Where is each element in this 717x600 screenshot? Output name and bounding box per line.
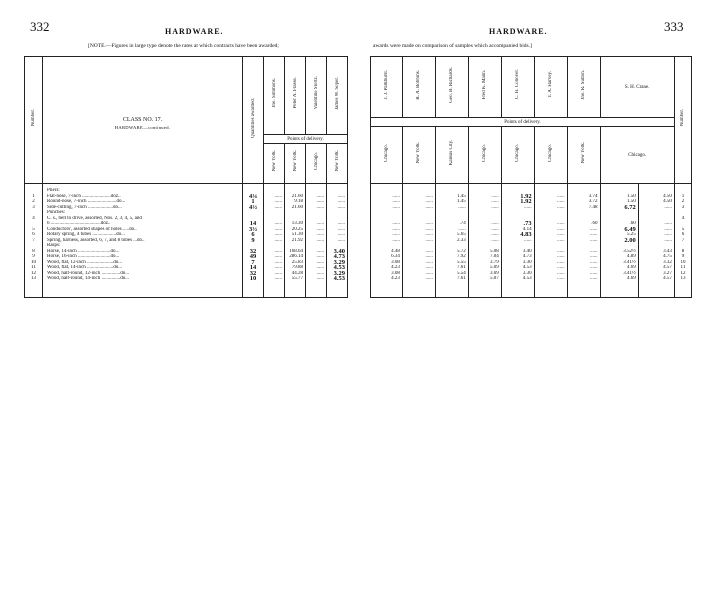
table-cell: Flat-nose, 7-inch .......................doz.. <box>47 193 121 199</box>
table-cell: ...... <box>590 265 598 270</box>
table-cell: 3.29 <box>333 259 345 265</box>
table-cell: 4 <box>32 215 35 221</box>
table-cell: 6 <box>681 232 685 237</box>
table-cell: ...... <box>664 226 672 232</box>
table-cell: ...... <box>557 259 565 265</box>
table-cell: 10 <box>31 259 36 265</box>
item-numbers-column <box>25 184 43 298</box>
table-cell: 6 ........................................doz.. <box>47 221 111 226</box>
table-cell: 1.45 <box>457 193 466 199</box>
table-cell: 5.25 <box>627 232 636 237</box>
right-page-number: 333 <box>664 19 684 34</box>
table-cell: 3.41½ <box>623 259 636 265</box>
right-bid-table <box>370 56 692 298</box>
table-cell: 5.55 <box>457 259 466 265</box>
table-cell: ...... <box>274 221 282 226</box>
quantities-header-cell: Quantities awarded. <box>243 57 264 184</box>
table-cell: ...... <box>590 276 598 281</box>
table-cell: 168.64 <box>289 248 303 254</box>
table-cell: ...... <box>590 226 598 232</box>
bid-column-crane-b <box>638 184 674 298</box>
table-cell: ...... <box>316 226 324 232</box>
table-cell: ...... <box>425 232 433 237</box>
table-cell: ...... <box>491 193 499 199</box>
table-cell: ...... <box>491 232 499 237</box>
table-cell: 55.77 <box>291 276 303 281</box>
table-cell: 4.83 <box>520 232 532 238</box>
table-cell: ...... <box>557 265 565 270</box>
table-cell: .60 <box>591 221 598 226</box>
table-cell: 1.45 <box>457 199 466 204</box>
bidder-header: James W. Soper. <box>327 57 348 135</box>
table-cell: ...... <box>274 270 282 276</box>
table-cell: 4.57 <box>663 276 672 281</box>
table-cell: ...... <box>590 259 598 265</box>
table-cell: Conductors', assorted shapes of holes .....do.. <box>47 226 137 232</box>
table-cell: 21.60 <box>291 204 303 210</box>
table-cell: Punches: <box>47 210 66 215</box>
table-cell: Wood, half-round, 14-inch ...............do... <box>47 276 129 281</box>
table-cell: ...... <box>664 221 672 226</box>
table-cell: ...... <box>491 237 499 243</box>
table-cell: ...... <box>316 276 324 281</box>
table-cell: 32 <box>249 270 257 276</box>
table-cell: ...... <box>557 232 565 237</box>
table-cell: 11 <box>680 265 686 270</box>
table-cell: 3.29 <box>333 270 345 276</box>
table-cell: ...... <box>316 221 324 226</box>
table-cell: ...... <box>524 204 532 210</box>
table-cell: ...... <box>316 204 324 210</box>
table-cell: 6.34 <box>391 254 400 259</box>
table-cell: 12 <box>680 270 686 276</box>
table-cell: 3.30 <box>522 259 532 265</box>
table-cell: 3 <box>32 204 35 210</box>
table-cell: ...... <box>664 232 672 237</box>
bid-column-stortz <box>306 184 327 298</box>
bidder-header: J. J. Parkhurst. <box>371 57 403 118</box>
quantities-column <box>243 184 264 298</box>
bid-column-harvey <box>534 184 567 298</box>
bidder-header: Fred K. Mann. <box>468 57 501 118</box>
table-cell: ...... <box>392 199 400 204</box>
table-cell: 3.30 <box>522 270 532 276</box>
right-running-head: HARDWARE. <box>489 27 548 36</box>
item-numbers-column <box>674 184 691 298</box>
table-cell: 4.69 <box>627 265 636 270</box>
table-cell: ...... <box>491 226 499 232</box>
table-cell: ...... <box>491 221 499 226</box>
bidder-header: Jno. Simmons. <box>264 57 285 135</box>
table-cell: ...... <box>425 199 433 204</box>
bidder-header: Geo. B. Richards. <box>435 57 468 118</box>
bid-column-mann <box>468 184 501 298</box>
table-cell: ...... <box>337 204 345 210</box>
table-cell: 5.54 <box>457 270 466 276</box>
item-descriptions-column <box>43 184 243 298</box>
class-header-cell <box>43 57 243 184</box>
table-cell: 5.72 <box>457 248 466 254</box>
delivery-point: New York. <box>567 127 600 184</box>
table-cell: 1.50 <box>627 193 636 199</box>
left-running-head: HARDWARE. <box>165 27 224 36</box>
table-cell: 9 <box>32 254 35 259</box>
right-note: awards were made on comparison of samples which accompanied bids.] <box>373 43 532 49</box>
delivery-point: New York. <box>402 127 435 184</box>
table-cell: 3.41½ <box>623 270 636 276</box>
table-cell: ...... <box>316 199 324 204</box>
points-of-delivery-header: Points of delivery. <box>264 135 348 144</box>
table-cell: 12 <box>31 270 36 276</box>
table-cell: ...... <box>316 237 324 243</box>
bid-column-soper <box>327 184 348 298</box>
table-cell: ...... <box>425 204 433 210</box>
bid-column-frasse <box>285 184 306 298</box>
table-cell: 3.52½ <box>623 248 636 254</box>
table-cell: 2.00 <box>624 237 636 243</box>
table-cell: ...... <box>337 199 345 204</box>
table-cell: 7.04 <box>489 254 499 259</box>
table-cell: 51.30 <box>291 232 303 237</box>
delivery-point: Chicago. <box>468 127 501 184</box>
table-cell: 3.69 <box>489 270 499 276</box>
table-cell: ...... <box>590 248 598 254</box>
table-cell: 8 <box>681 248 685 254</box>
table-cell: 8 <box>32 248 35 254</box>
table-cell: 3.40 <box>333 248 345 254</box>
table-cell: ...... <box>425 226 433 232</box>
table-cell: 6.72 <box>624 204 636 210</box>
number-header-cell: Number. <box>25 57 43 184</box>
left-bid-table <box>24 56 348 298</box>
table-cell: ...... <box>557 270 565 276</box>
table-cell: ...... <box>274 193 282 199</box>
table-cell: ...... <box>590 237 598 243</box>
table-cell: ...... <box>590 270 598 276</box>
table-cell: ...... <box>458 226 466 232</box>
table-cell: 14 <box>249 265 257 271</box>
table-cell: Pliers: <box>47 188 60 193</box>
left-page-number: 332 <box>30 19 50 34</box>
table-cell: 6.49 <box>624 226 636 232</box>
table-cell: Side-cutting, 7-inch ....................do... <box>47 204 122 210</box>
table-cell: ...... <box>274 204 282 210</box>
table-cell: ...... <box>425 248 433 254</box>
table-cell: 3.27 <box>663 270 672 276</box>
table-cell: 7 <box>681 237 685 243</box>
table-cell: ...... <box>274 226 282 232</box>
table-cell: 4.75 <box>663 254 672 259</box>
table-cell: 25.83 <box>291 259 303 265</box>
table-cell: ...... <box>425 259 433 265</box>
table-cell: 5.09 <box>489 265 499 270</box>
points-of-delivery-header: Points of delivery. <box>371 118 675 127</box>
table-cell: 9 <box>681 254 685 259</box>
table-cell: 3.40 <box>522 248 532 254</box>
table-cell: ...... <box>392 237 400 243</box>
table-cell: 9.18 <box>294 199 303 204</box>
delivery-point: New York. <box>285 144 306 184</box>
table-cell: 13 <box>680 276 686 281</box>
table-cell: 21.60 <box>291 193 303 199</box>
table-cell: ...... <box>274 199 282 204</box>
table-cell: 9 <box>251 237 255 243</box>
table-cell: ...... <box>316 259 324 265</box>
class-subtitle: HARDWARE—continued. <box>114 125 171 130</box>
table-cell: 4.48 <box>391 248 400 254</box>
table-cell: ...... <box>316 193 324 199</box>
table-cell: ...... <box>337 221 345 226</box>
delivery-point: New York. <box>327 144 348 184</box>
table-cell: ...... <box>425 276 433 281</box>
table-cell: 13 <box>31 276 36 281</box>
table-cell: C. s., belt to drive, assorted, Nos. 2, 3, 4, 5, and <box>47 215 142 221</box>
table-cell: ...... <box>664 237 672 243</box>
delivery-point-crane: Chicago. <box>600 127 674 184</box>
table-cell: 7.92 <box>457 254 466 259</box>
table-cell: 2 <box>681 199 685 204</box>
table-cell: 44.28 <box>291 270 303 276</box>
table-cell: ...... <box>425 221 433 226</box>
table-cell: ...... <box>316 265 324 270</box>
bid-column-conover <box>501 184 534 298</box>
number-header-cell: Number. <box>674 57 691 184</box>
table-cell: ...... <box>557 204 565 210</box>
delivery-point: Chicago. <box>501 127 534 184</box>
table-cell: ...... <box>491 204 499 210</box>
table-cell: Rotary spring, 4 tubes ...................do... <box>47 232 125 237</box>
bid-column-parkhurst <box>371 184 403 298</box>
table-cell: 2 <box>32 199 35 204</box>
table-cell: ...... <box>274 248 282 254</box>
bid-column-crane-a <box>600 184 638 298</box>
table-cell: Round-nose, 7-inch .......................do... <box>47 199 126 204</box>
table-cell: ...... <box>337 237 345 243</box>
table-cell: 3.72 <box>588 199 598 204</box>
table-cell: 7 <box>32 237 35 243</box>
table-cell: 10 <box>249 276 257 282</box>
table-cell: 3.74 <box>588 193 598 199</box>
table-cell: 4.73 <box>522 254 532 259</box>
table-cell: 1.92 <box>520 193 532 199</box>
table-cell: 7 <box>251 259 255 265</box>
table-cell: 11 <box>31 265 36 270</box>
table-cell: 3.79 <box>489 259 499 265</box>
table-cell: ...... <box>392 226 400 232</box>
table-cell: 7.61 <box>457 265 466 270</box>
table-cell: .73 <box>523 221 532 227</box>
table-cell: ...... <box>524 237 532 243</box>
delivery-point: Chicago. <box>306 144 327 184</box>
bidder-header: Peter A. Frasse. <box>285 57 306 135</box>
table-cell: ...... <box>392 232 400 237</box>
table-cell: 1 <box>32 193 35 199</box>
bid-column-sutton <box>567 184 600 298</box>
table-cell: ...... <box>274 254 282 259</box>
table-cell: ...... <box>557 193 565 199</box>
table-cell: ...... <box>557 248 565 254</box>
bid-column-simmons <box>264 184 285 298</box>
left-note: [NOTE.—Figures in large type denote the rates at which contracts have been awarded; <box>88 43 279 49</box>
table-cell: Horse, 16-inch ..........................do... <box>47 254 120 259</box>
table-cell: ...... <box>392 204 400 210</box>
table-cell: Horse, 14-inch ..........................do... <box>47 248 120 254</box>
table-cell: 3½ <box>248 226 258 232</box>
table-cell: 4.53 <box>522 265 532 270</box>
table-cell: ...... <box>274 265 282 270</box>
table-cell: 4.53 <box>333 265 345 271</box>
table-cell: ...... <box>274 232 282 237</box>
table-cell: ...... <box>557 254 565 259</box>
table-cell: Wood, flat, 14-inch .....................do... <box>47 265 123 270</box>
delivery-point: New York. <box>264 144 285 184</box>
table-cell: 14 <box>249 221 257 227</box>
table-cell: ...... <box>491 199 499 204</box>
table-cell: ...... <box>316 254 324 259</box>
table-cell: ...... <box>557 237 565 243</box>
table-cell: 4½ <box>248 204 258 210</box>
table-cell: Wood, flat, 12-inch .....................do... <box>47 259 123 265</box>
table-cell: 5.08 <box>489 248 499 254</box>
table-cell: ...... <box>557 276 565 281</box>
table-cell: 4.57 <box>663 265 672 270</box>
table-cell: ...... <box>557 226 565 232</box>
table-cell: 13.30 <box>291 221 303 226</box>
bidder-header: R. A. Robbins. <box>402 57 435 118</box>
table-cell: ...... <box>425 265 433 270</box>
table-cell: 5.07 <box>489 276 499 281</box>
table-cell: 4.50 <box>663 193 672 199</box>
bidder-header: C. H. Conover. <box>501 57 534 118</box>
table-cell: 4.89 <box>627 254 636 259</box>
table-cell: ...... <box>274 259 282 265</box>
table-cell: 79.88 <box>291 265 303 270</box>
table-cell: ...... <box>316 248 324 254</box>
bidder-header: Jno. R. Sutton. <box>567 57 600 118</box>
delivery-point: Kansas City. <box>435 127 468 184</box>
bid-column-richards <box>435 184 468 298</box>
table-cell: 3.43 <box>663 248 672 254</box>
table-cell: 4.14 <box>522 226 532 232</box>
class-title: CLASS NO. 17. <box>122 117 163 123</box>
table-cell: ...... <box>425 237 433 243</box>
table-cell: Rasps: <box>47 243 61 248</box>
table-cell: ...... <box>316 232 324 237</box>
table-cell: 1 <box>681 193 685 199</box>
table-cell: ...... <box>274 237 282 243</box>
table-cell: 20.25 <box>291 226 303 232</box>
table-cell: ...... <box>337 232 345 237</box>
table-cell: 4.73 <box>333 254 345 260</box>
table-cell: ...... <box>590 232 598 237</box>
table-cell: ...... <box>274 276 282 281</box>
table-cell: 1 <box>251 199 255 205</box>
table-cell: 3.08 <box>391 259 400 265</box>
table-cell: 1.50 <box>627 199 636 204</box>
table-cell: ...... <box>316 270 324 276</box>
table-cell: 7.48 <box>588 204 598 210</box>
table-cell: 4.53 <box>522 276 532 281</box>
bidder-header: Valentine Stortz. <box>306 57 327 135</box>
table-cell: ...... <box>392 193 400 199</box>
table-cell: 5.65 <box>457 232 466 237</box>
delivery-point: Chicago. <box>371 127 403 184</box>
table-cell: 21.92 <box>291 237 303 243</box>
table-cell: ...... <box>557 221 565 226</box>
table-cell: 5 <box>681 226 685 232</box>
table-cell: .60 <box>629 221 636 226</box>
table-cell: 32 <box>249 248 257 254</box>
table-cell: 2.33 <box>457 237 466 243</box>
table-cell: 3.08 <box>391 270 400 276</box>
delivery-point: Chicago. <box>534 127 567 184</box>
table-cell: 10 <box>680 259 686 265</box>
table-cell: Wood, half-round, 12-inch ...............do... <box>47 270 129 276</box>
table-cell: 4 <box>681 215 685 221</box>
table-cell: 4.50 <box>663 199 672 204</box>
table-cell: 7.61 <box>457 276 466 281</box>
table-cell: ...... <box>557 199 565 204</box>
table-cell: 5 <box>32 226 35 232</box>
table-cell: ...... <box>664 204 672 210</box>
table-cell: 49 <box>249 254 257 260</box>
table-cell: ...... <box>458 204 466 210</box>
table-cell: ...... <box>590 254 598 259</box>
bidder-header-crane: S. H. Crane. <box>600 57 674 118</box>
bidder-header: T. A. Harvey. <box>534 57 567 118</box>
table-cell: ...... <box>337 193 345 199</box>
table-cell: 4.69 <box>627 276 636 281</box>
table-cell: 4.23 <box>391 276 400 281</box>
table-cell: .74 <box>459 221 466 226</box>
table-cell: ...... <box>337 226 345 232</box>
table-cell: 4¼ <box>248 193 258 199</box>
table-cell: ...... <box>425 254 433 259</box>
table-cell: 3 <box>681 204 685 210</box>
table-cell: 4.53 <box>333 276 345 282</box>
table-cell: 3.32 <box>663 259 672 265</box>
table-cell: ...... <box>392 221 400 226</box>
table-cell: 6 <box>251 232 255 238</box>
table-cell: 4.23 <box>391 265 400 270</box>
table-cell: 6 <box>32 232 35 237</box>
table-cell: ...... <box>425 270 433 276</box>
table-cell: ...... <box>425 193 433 199</box>
table-cell: 1.92 <box>520 199 532 205</box>
table-cell: Spring, harness, assorted, 6, 7, and 8 tubes ...do.. <box>47 237 145 243</box>
bid-column-robbins <box>402 184 435 298</box>
table-cell: 286.14 <box>289 254 303 259</box>
